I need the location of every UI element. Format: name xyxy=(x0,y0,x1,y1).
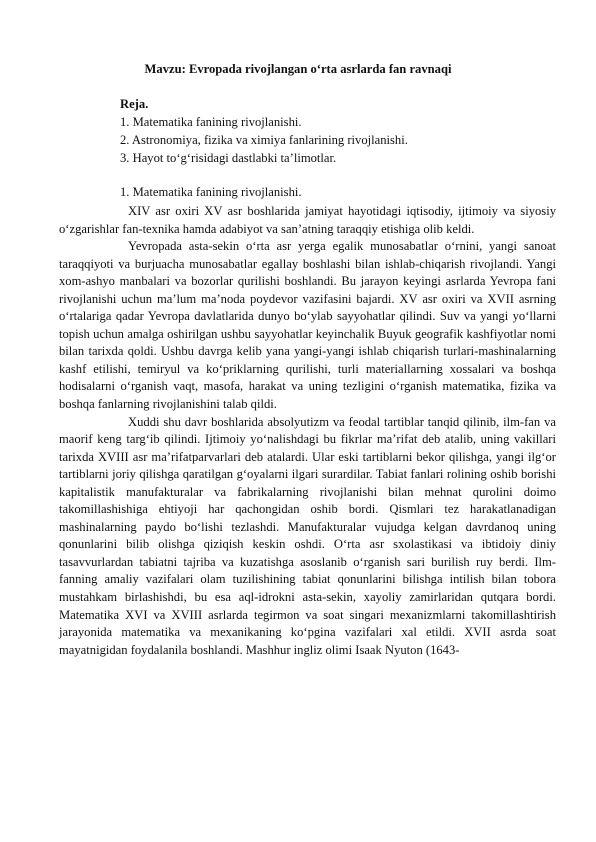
plan-heading: Reja. xyxy=(120,97,149,111)
plan-item: 1. Matematika fanining rivojlanishi. xyxy=(120,115,302,129)
paragraph: Yevropada asta-sekin o‘rta asr yerga egalik munosabatlar o‘rnini, yangi sanoat taraqqiyoti va burjuacha munosabatlar egallay boshlashi bilan ishlab-chiqarish rivojlandi. Yangi xom-ashyo manbalari va bozorlar qurilishi boshlandi. Bu jarayon keyingi asrlarda Yevropa fani rivojlanishi uchun ma’lum ma’noda poydevor vazifasini bajardi. XV asr oxiri va XVII asrning o‘rtalariga qadar Yevropa davlatlarida dunyo bo‘ylab sayyohatlar qilindi. Suv va yangi yo‘llarni topish uchun amalga oshirilgan ushbu sayyohatlar keyinchalik Buyuk geografik kashfiyotlar nomi bilan tarixda qoldi. Ushbu davrga kelib yana yangi-yangi ishlab chiqarish turlari-mashinalarning kashf etilishi, temiryul va ko‘priklarning qurilishi, turli materiallarning xossalari va boshqa hodisalarni o‘rganish vaqt, masofa, harakat va uning tezligini o‘rganish matematika, fizika va boshqa fanlarning rivojlanishini talab qildi. xyxy=(59,239,556,412)
plan-item: 2. Astronomiya, fizika va ximiya fanlarining rivojlanishi. xyxy=(120,133,408,147)
section-heading: 1. Matematika fanining rivojlanishi. xyxy=(120,185,302,199)
plan-block xyxy=(120,95,408,167)
paragraph: Xuddi shu davr boshlarida absolyutizm va feodal tartiblar tanqid qilinib, ilm-fan va maorif keng targ‘ib qilindi. Ijtimoiy yo‘nalishdagi bu fikrlar ma’rifat deb atalib, uning vakillari tarixda XVIII asr ma’rifatparvarlari deb atalardi. Ular eski tartiblarni bekor qilishga, yangi ilg‘or tartiblarni joriy qilishga qaratilgan g‘oyalarni ilgari surardilar. Tabiat fanlari rolining oshib borishi kapitalistik manufakturalar va fabrikalarning rivojlanishi bilan mehnat qurolini doimo takomillashishiga ehtiyoji har qachongidan oshib bordi. Qismlari tez harakatlanadigan mashinalarning paydo bo‘lishi tezlashdi. Manufakturalar vujudga kelgan davrdanoq uning qonunlarini bilib olishga qiziqish keskin oshdi. O‘rta asr sxolastikasi va ibtidoiy diniy tasavvurlardan tabiatni tajriba va kuzatishga asoslanib o‘rganish sari burilish ruy berdi. Ilm-fanning amaliy vazifalari olam tuzilishining tabiat qonunlarini bilishga intilish bilan tobora mustahkam birlashishdi, bu esa aql-idrokni asta-sekin, xayoliy zamirlaridan qutqara bordi. Matematika XVI va XVIII asrlarda tegirmon va soat singari mexanizmlarni takomillashtirish jarayonida matematika va mexanikaning ko‘pgina vazifalari xal etildi. XVII asrda soat mayatnigidan foydalanila boshlandi. Mashhur ingliz olimi Isaak Nyuton (1643- xyxy=(59,414,556,657)
paragraph: XIV asr oxiri XV asr boshlarida jamiyat hayotidagi iqtisodiy, ijtimoiy va siyosiy o‘zgarishlar fan-texnika hamda adabiyot va san’atning taraqqiy etishiga olib keldi. xyxy=(59,204,556,236)
page-title: Mavzu: Evropada rivojlangan o‘rta asrlarda fan ravnaqi xyxy=(144,62,452,76)
plan-item: 3. Hayot to‘g‘risidagi dastlabki ta’limotlar. xyxy=(120,151,337,165)
body-text xyxy=(59,203,556,659)
